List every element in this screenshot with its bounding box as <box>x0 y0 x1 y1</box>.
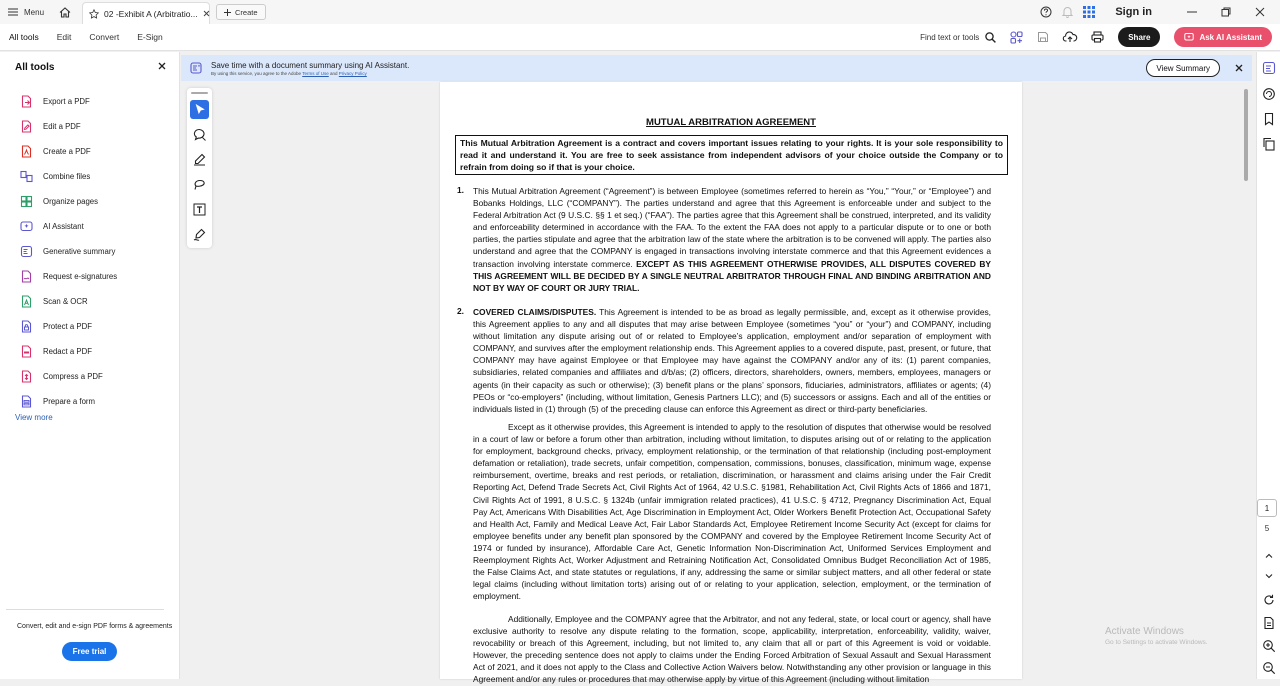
sidebar-item-organize-pages[interactable] <box>0 189 180 214</box>
apps-grid-icon[interactable] <box>1083 6 1095 18</box>
search-icon <box>985 32 996 43</box>
cursor-icon <box>195 104 205 115</box>
ai-assistant-icon <box>20 220 33 233</box>
view-summary-button[interactable]: View Summary <box>1146 59 1220 77</box>
document-tab[interactable] <box>82 2 210 24</box>
sidebar-item-edit-pdf[interactable] <box>0 114 180 139</box>
free-trial-button[interactable]: Free trial <box>62 642 117 661</box>
sidebar-item-generative-summary[interactable] <box>0 239 180 264</box>
sidebar-item-ai-assistant[interactable] <box>0 214 180 239</box>
ask-ai-assistant-button[interactable] <box>1174 27 1272 47</box>
edit-pdf-icon <box>20 120 33 133</box>
plus-icon <box>224 9 231 16</box>
menu-button[interactable] <box>0 0 52 24</box>
close-window-button[interactable] <box>1248 2 1272 22</box>
sidebar-item-label: AI Assistant <box>43 222 84 231</box>
view-more-link[interactable]: View more <box>15 413 53 422</box>
section-1-text: This Mutual Arbitration Agreement (“Agreement”) is between Employee (sometimes referred to herein as “You,” “Your,” or “Employee”) and Bobanks Holdings, LLC (“COMPANY”). The parties understand and agree that this Agreement is enforceable under and subject to the Federal Arbitration Act (9 U.S.C. §§ 1 et seq.) (“FAA”). The parties agree that this Agreement shall be construed, interpreted, and its validity and enforceability determined in accordance with the FAA. To the extent the FAA does not apply to a particular dispute or to one or both parties, the parties stipulate and agree that the arbitration law of the state where the arbitration is to be convened will apply. The parties also understand and agree that the COMPANY is engaged in transactions involving interstate commerce and that this Agreement evidences a transaction involving interstate commerce. EXCEPT AS THIS AGREEMENT OTHERWISE PROVIDES, ALL DISPUTES COVERED BY THIS AGREEMENT WILL BE DECIDED BY A SINGLE NEUTRAL ARBITRATOR THROUGH FINAL AND BINDING ARBITRATION AND NOT BY WAY OF COURT OR JURY TRIAL. <box>473 186 991 293</box>
section-2-paragraph-3: Additionally, Employee and the COMPANY agree that the Arbitrator, and not any federal, state, or local court or agency, shall have exclusive authority to resolve any dispute relating to the formation, scope, applicability, interpretation, enforceability, validity, waiver, revocability or breach of this Agreement, including, but not limited to, any claim that all or part of this Agreement is void or voidable. However, the preceding sentence does not apply to claims under the Ending Forced Arbitration of Sexual Assault and Sexual Harassment Act of 2021, and it does not apply to the Class and Collective Action Waivers below. Notwithstanding any other provision or language in this Agreement and/or any rules or procedures that may otherwise apply by virtue of this Agreement (including without limitation <box>473 614 991 685</box>
sidebar-item-protect-pdf[interactable] <box>0 314 180 339</box>
quick-tools-palette <box>187 88 212 248</box>
bookmark-rail-icon[interactable] <box>1262 112 1276 126</box>
generative-summary-icon <box>20 245 33 258</box>
sidebar-item-create-pdf[interactable] <box>0 139 180 164</box>
sidebar-divider <box>6 609 164 610</box>
lasso-icon <box>193 178 206 191</box>
menu-label: Menu <box>24 7 45 17</box>
zoom-in-icon[interactable] <box>1262 639 1276 653</box>
home-button[interactable] <box>52 0 78 24</box>
palette-drag-handle[interactable] <box>191 92 208 94</box>
sidebar-item-label: Combine files <box>43 172 91 181</box>
sidebar-item-label: Protect a PDF <box>43 322 92 331</box>
export-pdf-icon <box>20 95 33 108</box>
sidebar-item-label: Create a PDF <box>43 147 91 156</box>
redact-pdf-icon <box>20 345 33 358</box>
find-tools-field[interactable] <box>920 32 996 43</box>
title-bar <box>0 0 1280 24</box>
page-down-icon[interactable] <box>1262 569 1276 583</box>
help-icon[interactable] <box>1040 6 1052 18</box>
panel-title: All tools <box>15 62 55 73</box>
section-2-paragraph-2: Except as it otherwise provides, this Agreement is intended to apply to the resolution of disputes that otherwise would be resolved in a court of law or before a forum other than arbitration, including without limitation, to disputes arising out of or relating to the application for employment, background checks, privacy, employment relationship, or the termination of that relationship (including post-employment defamation or retaliation), trade secrets, unfair competition, compensation, commissions, bonuses, classification, minimum wage, expense reimbursement, overtime, breaks and rest periods, or retaliation, discrimination, or harassment and claims arising under the Fair Credit Reporting Act, Defend Trade Secrets Act, Civil Rights Act of 1964, 42 U.S.C. §1981, Rehabilitation Act, Civil Rights Acts of 1866 and 1871, Civil Rights Act of 1991, 8 U.S.C. § 1324b (unfair immigration related practices), 41 U.S.C. § 4712, Pregnancy Discrimination Act, Equal Pay Act, Americans With Disabilities Act, Age Discrimination in Employment Act, Older Workers Benefit Protection Act, Occupational Safety and Health Act, Family and Medical Leave Act, Fair Labor Standards Act, Employee Retirement Income Security Act (except for claims for employee benefits under any benefit plan sponsored by the COMPANY and covered by the Employee Retirement Income Security Act of 1974 or funded by insurance), Affordable Care Act, Genetic Information Non-Discrimination Act, Uniformed Services Employment and Reemployment Rights Act, Worker Adjustment and Retraining Notification Act, Consolidated Omnibus Budget Reconciliation Act of 1985, the False Claims Act, and state statutes or regulations, if any, addressing the same or similar subject matters, and all other federal or state legal claims (including without limitation torts) arising out of or relating to your application, selection, employment, or the termination of employment. <box>473 422 991 602</box>
star-icon[interactable] <box>89 9 99 19</box>
sign-in-link[interactable]: Sign in <box>1115 6 1152 18</box>
privacy-policy-link[interactable]: Privacy Policy <box>338 70 367 76</box>
select-tool[interactable] <box>190 100 209 119</box>
minimize-button[interactable] <box>1180 2 1204 22</box>
highlight-tool[interactable] <box>190 150 209 169</box>
close-banner-icon[interactable] <box>1235 64 1243 72</box>
total-pages: 5 <box>1264 524 1270 533</box>
tab-title: 02 -Exhibit A (Arbitratio... <box>104 8 198 19</box>
signature-pen-icon <box>193 228 206 241</box>
ai-summary-banner <box>181 55 1252 81</box>
comment-icon <box>193 128 206 141</box>
sidebar-item-label: Scan & OCR <box>43 297 88 306</box>
page-view-icon[interactable] <box>1262 616 1276 630</box>
close-panel-icon[interactable] <box>158 62 166 70</box>
pen-icon <box>193 153 206 166</box>
all-tools-panel <box>0 52 180 679</box>
sidebar-item-label: Export a PDF <box>43 97 90 106</box>
request-esignatures-icon <box>20 270 33 283</box>
prepare-form-icon <box>20 395 33 408</box>
upload-cloud-icon[interactable] <box>1063 31 1077 43</box>
tab-convert[interactable]: Convert <box>89 32 120 42</box>
right-rail <box>1256 52 1280 679</box>
save-icon[interactable] <box>1037 31 1049 43</box>
ai-assistant-rail-icon[interactable] <box>1262 61 1276 75</box>
draw-tool[interactable] <box>190 175 209 194</box>
hamburger-icon <box>8 8 18 16</box>
customize-tools-icon[interactable] <box>1010 31 1023 44</box>
sidebar-item-scan-ocr[interactable] <box>0 289 180 314</box>
sidebar-item-export-pdf[interactable] <box>0 89 180 114</box>
comments-rail-icon[interactable] <box>1262 87 1276 101</box>
sidebar-item-compress-pdf[interactable] <box>0 364 180 389</box>
promo-text: Convert, edit and e-sign PDF forms & agreements <box>17 623 173 630</box>
organize-pages-icon <box>20 195 33 208</box>
sidebar-item-prepare-form[interactable] <box>0 389 180 414</box>
pdf-page <box>440 82 1022 685</box>
ask-ai-label: Ask AI Assistant <box>1199 32 1262 42</box>
create-label: Create <box>235 7 258 17</box>
banner-message: Save time with a document summary using AI Assistant. <box>211 60 410 70</box>
text-tool[interactable] <box>190 200 209 219</box>
terms-of-use-link[interactable]: Terms of Use <box>302 70 329 76</box>
sidebar-item-combine-files[interactable] <box>0 164 180 189</box>
sidebar-item-label: Request e-signatures <box>43 272 118 281</box>
page-up-icon[interactable] <box>1262 549 1276 563</box>
compress-pdf-icon <box>20 370 33 383</box>
sidebar-item-label: Compress a PDF <box>43 372 103 381</box>
rotate-icon[interactable] <box>1262 593 1276 607</box>
sidebar-item-label: Redact a PDF <box>43 347 92 356</box>
main-toolbar <box>0 24 1280 51</box>
sidebar-item-label: Prepare a form <box>43 397 96 406</box>
find-label: Find text or tools <box>920 32 980 42</box>
comment-tool[interactable] <box>190 125 209 144</box>
windows-activation-watermark: Activate Windows Go to Settings to activate Windows. <box>1105 626 1208 646</box>
document-scrollbar[interactable] <box>1244 89 1248 181</box>
print-icon[interactable] <box>1091 31 1104 43</box>
current-page-input[interactable]: 1 <box>1257 499 1277 517</box>
ai-sparkle-icon <box>1184 32 1194 42</box>
tab-e-sign[interactable]: E-Sign <box>137 32 163 42</box>
sidebar-item-label: Organize pages <box>43 197 99 206</box>
restore-button[interactable] <box>1214 2 1238 22</box>
text-box-icon <box>193 203 206 216</box>
close-tab-icon[interactable] <box>203 10 210 17</box>
home-icon <box>59 7 71 18</box>
tool-list <box>0 89 180 414</box>
combine-files-icon <box>20 170 33 183</box>
create-button[interactable] <box>216 4 266 20</box>
document-title: MUTUAL ARBITRATION AGREEMENT <box>646 117 816 128</box>
ai-summary-icon <box>190 62 202 74</box>
share-button[interactable]: Share <box>1118 27 1160 47</box>
zoom-out-icon[interactable] <box>1262 661 1276 675</box>
sidebar-item-request-esignatures[interactable] <box>0 264 180 289</box>
sidebar-item-redact-pdf[interactable] <box>0 339 180 364</box>
sidebar-item-label: Generative summary <box>43 247 116 256</box>
notifications-icon[interactable] <box>1062 6 1073 18</box>
protect-pdf-icon <box>20 320 33 333</box>
tab-edit[interactable]: Edit <box>56 32 72 42</box>
section-2-text: COVERED CLAIMS/DISPUTES. This Agreement is intended to be as broad as legally permissible, and, except as it otherwise provides, this Agreement applies to any and all disputes that may arise between Employee (sometimes “you” or “your”) and COMPANY, including without limitation any dispute arising out of or related to Employee’s application, employment and/or separation of employment with COMPANY, and survives after the employment relationship ends. This Agreement applies to a covered dispute, past, present, or future, that COMPANY may have against Employee or that Employee may have against the COMPANY and/or any of its: (1) parent companies, subsidiaries, related companies and affiliates and d/b/as; (2) officers, directors, shareholders, owners, members, employees, managers or agents (in their capacity as such or otherwise); (3) benefit plans or the plans’ sponsors, fiduciaries, administrators, affiliates or agents; (4) PEOs or “co-employers” (including, without limitation, Genesis Partners LLC); and (5) successors or assigns. Each and all of the entities or individuals listed in (1) through (5) of the preceding clause can enforce this Agreement as direct or third-party beneficiaries. <box>473 307 992 414</box>
create-pdf-icon <box>20 145 33 158</box>
banner-legal: By using this service, you agree to the Adobe Terms of Use and Privacy Policy <box>211 70 367 76</box>
section-2-number: 2. <box>457 306 464 316</box>
copy-pages-rail-icon[interactable] <box>1262 137 1276 151</box>
sidebar-item-label: Edit a PDF <box>43 122 81 131</box>
notice-box: This Mutual Arbitration Agreement is a contract and covers important issues relating to your rights. It is your sole responsibility to read it and understand it. You are free to seek assistance from independent advisors of your choice outside the Company or to refrain from doing so if that is your choice. <box>455 135 1008 175</box>
section-1-number: 1. <box>457 185 464 195</box>
scan-ocr-icon <box>20 295 33 308</box>
tab-all-tools[interactable]: All tools <box>9 32 39 42</box>
sign-tool[interactable] <box>190 225 209 244</box>
